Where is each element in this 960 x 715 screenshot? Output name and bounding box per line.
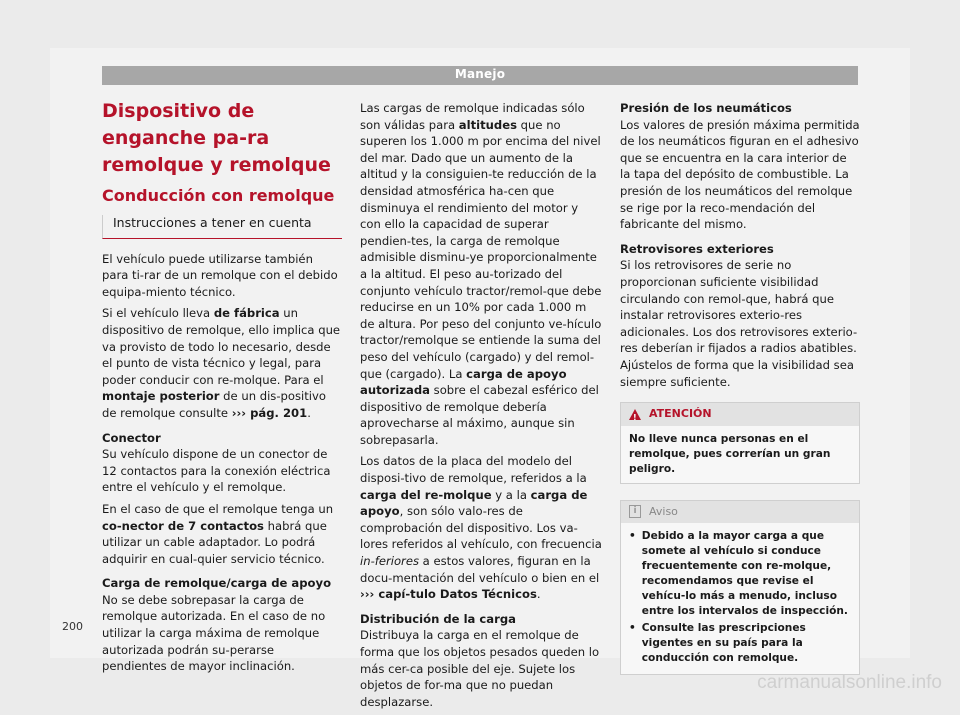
chapter-title: Manejo [454,67,506,81]
watermark: carmanualsonline.info [757,672,942,693]
chapter-header-bar [102,66,858,85]
paragraph: Las cargas de remolque indicadas sólo son válidas para altitudes que no superen los 1.000 m por encima del nivel del mar. Dado que un aumento de la altitud y la consiguien-te reducción de la densidad atmosférica ha-cen que disminuya el rendimiento del motor y con ello la capacidad de superar pendien-tes, la carga de remolque admisible disminu-ye proporcionalmente a la altitud. El peso au-torizado del conjunto vehículo tractor/remol-que debe reducirse en un 10% por cada 1.000 m de altura. Por peso del conjunto ve-hículo tractor/remolque se entiende la suma del peso del vehículo (cargado) y del remol-que (cargado). La carga de apoyo autorizada sobre el cabezal esférico del dispositivo de remolque debería aprovecharse al máximo, aunque sin sobrepasarla. [360,101,602,447]
paragraph: Si el vehículo lleva de fábrica un dispositivo de remolque, ello implica que va provisto de todo lo necesario, desde el punto de vista técnico y legal, para poder conducir con re-molque. Para el montaje posterior de un dis-positivo de remolque consulte ››› pág. 201. [102,306,341,420]
paragraph: Los valores de presión máxima permitida de los neumáticos figuran en el adhesivo que se encuentra en la cara interior de la tapa del depósito de combustible. La presión de los neumáticos del remolque se rige por la reco-mendación del fabricante del mismo. [620,117,860,232]
info-icon: i [629,505,641,518]
paragraph: Distribuya la carga en el remolque de forma que los objetos pesados queden lo más cer-ca posible del eje. Sujete los objetos de for-ma que no puedan desplazarse. [360,628,600,709]
note-box [620,500,860,676]
heading-presion: Presión de los neumáticos [620,101,792,115]
page-title: Dispositivo de enganche pa-ra remolque y remolque [102,100,331,176]
chapter-reference-link[interactable]: ››› capí-tulo Datos Técnicos [360,587,537,602]
heading-retrovisores: Retrovisores exteriores [620,241,774,256]
column-2 [360,100,602,715]
page-subtitle: Conducción con remolque [102,186,335,205]
list-item: • Debido a la mayor carga a que somete al vehículo si conduce frecuentemente con re-molque, recomendamos que revise el vehícu-lo más a menudo, incluso entre los intervalos de inspección. [629,530,848,618]
paragraph: El vehículo puede utilizarse también para ti-rar de un remolque con el debido equipa-miento técnico. [102,251,338,299]
column-1 [102,98,342,680]
list-item: • Consulte las prescripciones vigentes en su país para la conducción con remolque. [629,622,806,665]
warning-text: No lleve nunca personas en el remolque, pues correrían un gran peligro. [621,426,859,483]
paragraph: Si los retrovisores de serie no proporcionan suficiente visibilidad circulando con remol-que, habrá que instalar retrovisores exterio-res adicionales. Los dos retrovisores exterio-res deberían ir fijados a radios abatibles. Ajústelos de forma que la visibilidad sea siempre suficiente. [620,258,858,389]
heading-conector: Conector [102,430,161,445]
paragraph: Los datos de la placa del modelo del disposi-tivo de remolque, referidos a la carga del re-molque y a la carga de apoyo, son sólo valo-res de comprobación del dispositivo. Los va-lores referidos al vehículo, con frecuencia in-feriores a estos valores, figuran en la docu-mentación del vehículo o bien en el ››› capí-tulo Datos Técnicos. [360,454,602,602]
column-3 [620,100,860,675]
paragraph: No se debe sobrepasar la carga de remolque autorizada. En el caso de no utilizar la carga máxima de remolque autorizada podrán su-perarse pendientes de mayor inclinación. [102,592,326,674]
heading-carga: Carga de remolque/carga de apoyo [102,576,332,591]
warning-triangle-icon [629,409,641,420]
warning-label: ATENCIÓN [649,407,712,421]
heading-distribucion: Distribución de la carga [360,611,516,626]
page-reference-link[interactable]: ››› pág. 201 [231,405,308,420]
page-number: 200 [62,620,83,633]
section-heading: Instrucciones a tener en cuenta [102,215,342,239]
paragraph: En el caso de que el remolque tenga un co-nector de 7 contactos habrá que utilizar un cable adaptador. Lo podrá adquirir en cual-quier servicio técnico. [102,501,334,566]
note-label: Aviso [649,504,678,518]
paragraph: Su vehículo dispone de un conector de 12 contactos para la conexión eléctrica entre el vehículo y el remolque. [102,447,331,495]
warning-box [620,402,860,484]
